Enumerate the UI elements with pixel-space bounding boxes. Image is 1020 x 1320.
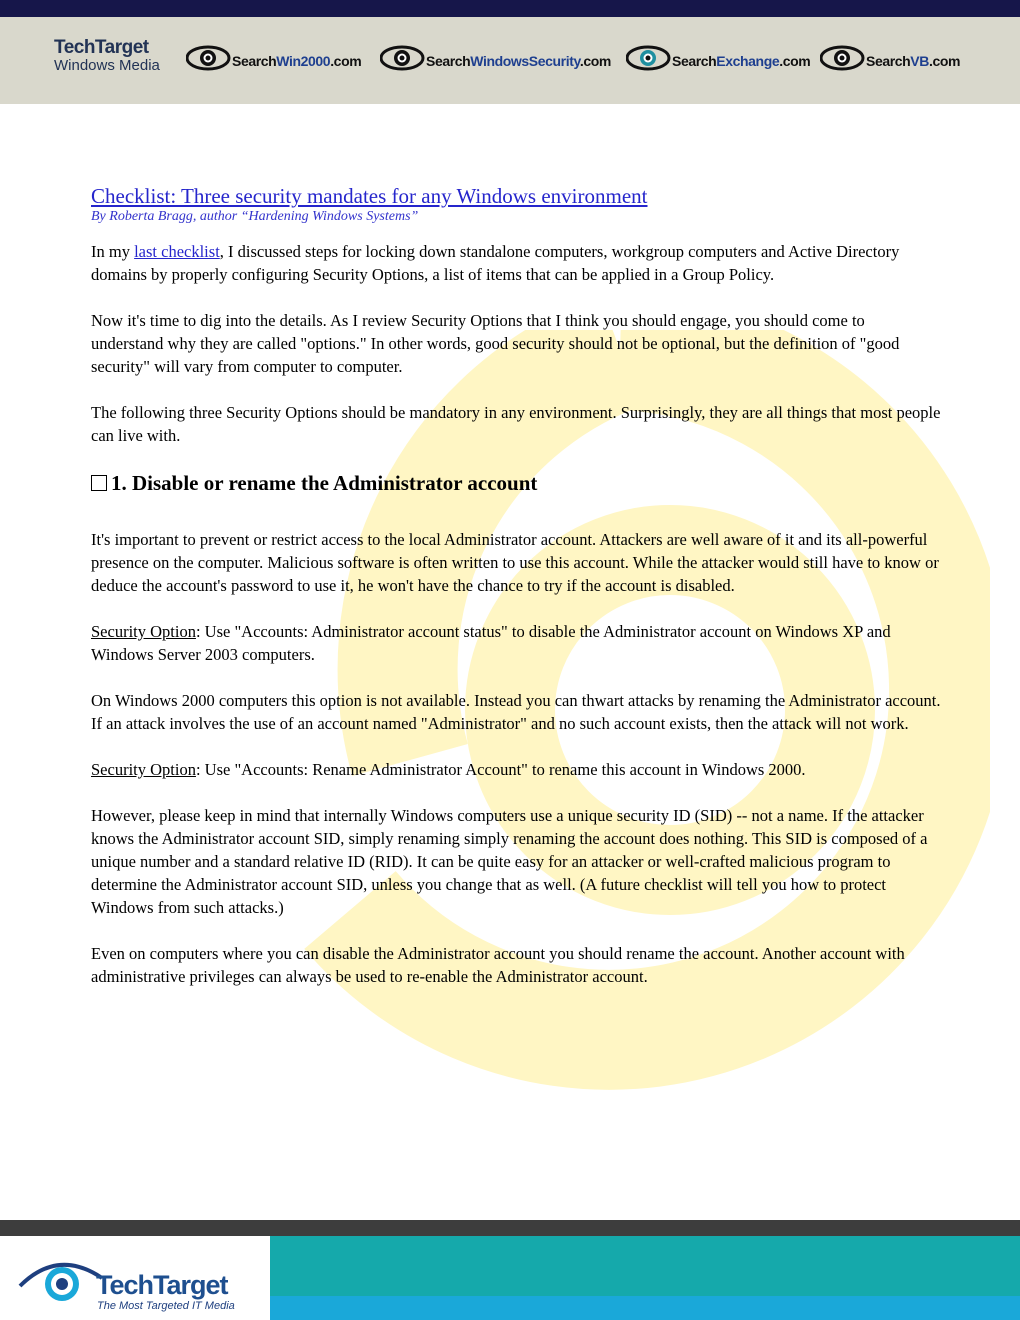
security-option-label: Security Option [91, 760, 196, 779]
eye-target-icon [820, 40, 868, 74]
article-title[interactable]: Checklist: Three security mandates for any Windows environment [91, 184, 648, 208]
paragraph-mandatory: The following three Security Options should be mandatory in any environment. Surprisingly, they are all things that most people can live with. [91, 403, 941, 445]
paragraph-details: Now it's time to dig into the details. As I review Security Options that I think you should engage, you should come to understand why they are called "options." In other words, good security should not be optional, but the definition of "good security" will vary from computer to computer. [91, 311, 900, 376]
security-option-label: Security Option [91, 622, 196, 641]
header-top-bar [0, 0, 1020, 17]
site-name: VB [910, 53, 929, 69]
paragraph-option-rename [91, 758, 941, 781]
article [91, 184, 941, 1011]
paragraph-rename-advice: Even on computers where you can disable the Administrator account you should rename the account. Another account with administrative privileges can always be used to re-enable the Administrator account. [91, 944, 905, 986]
eye-target-icon [186, 40, 234, 74]
site-suffix: .com [330, 53, 362, 69]
page-header [0, 0, 1020, 104]
section-heading [91, 470, 941, 496]
site-prefix: Search [866, 53, 911, 69]
checkbox-icon [91, 475, 107, 491]
site-prefix: Search [426, 53, 471, 69]
eye-target-icon [626, 40, 674, 74]
eye-target-icon [380, 40, 428, 74]
p5-post: : Use "Accounts: Administrator account status" to disable the Administrator account on Windows XP and Windows Server 2003 computers. [91, 622, 891, 664]
paragraph-option-status [91, 620, 941, 666]
site-suffix: .com [779, 53, 811, 69]
site-name: WindowsSecurity [470, 53, 580, 69]
p1-post: , I discussed steps for locking down standalone computers, workgroup computers and Active Directory domains by properly configuring Security Options, a list of items that can be applied in a Group Policy. [91, 242, 900, 284]
site-name: Win2000 [276, 53, 331, 69]
p7-post: : Use "Accounts: Rename Administrator Account" to rename this account in Windows 2000. [195, 760, 806, 779]
site-suffix: .com [928, 53, 961, 69]
page-footer [0, 1220, 1020, 1320]
site-prefix: Search [672, 53, 717, 69]
footer-tagline: The Most Targeted IT Media [97, 1300, 235, 1312]
p1-pre: In my [91, 242, 135, 261]
paragraph-windows-2000: On Windows 2000 computers this option is not available. Instead you can thwart attacks by renaming the Administrator account. If an attack involves the use of an account named "Administrator" and no such account exists, then the attack will not work. [91, 691, 941, 733]
paragraph-intro [91, 240, 941, 286]
paragraph-sid: However, please keep in mind that internally Windows computers use a unique security ID (SID) -- not a name. If the attacker knows the Administrator account SID, simply renaming simply renaming the account does nothing. This SID is composed of a unique number and a standard relative ID (RID). It can be quite easy for an attacker or well-crafted malicious program to determine the Administrator account SID, unless you change that as well. (A future checklist will tell you how to protect Windows from such attacks.) [91, 806, 928, 917]
site-suffix: .com [579, 53, 611, 69]
last-checklist-link[interactable]: last checklist [134, 242, 220, 261]
article-byline: By Roberta Bragg, author “Hardening Windows Systems” [91, 209, 419, 224]
paragraph-admin-access: It's important to prevent or restrict access to the local Administrator account. Attackers are well aware of it and its all-powerful presence on the computer. Malicious software is often written to use this account. While the attacker would still have to know or deduce the account's password to use it, he won't have the chance to try if the account is disabled. [91, 530, 939, 595]
brand-line2: Windows Media [54, 57, 160, 74]
techtarget-windows-media-logo[interactable] [54, 38, 160, 73]
techtarget-eye-icon [18, 1248, 108, 1308]
site-prefix: Search [232, 53, 277, 69]
footer-wordmark[interactable]: TechTarget [96, 1270, 228, 1300]
footer-dark-bar [0, 1220, 1020, 1236]
site-name: Exchange [716, 53, 780, 69]
section-heading-text: 1. Disable or rename the Administrator account [111, 471, 538, 495]
brand-line1: TechTarget [54, 37, 149, 58]
